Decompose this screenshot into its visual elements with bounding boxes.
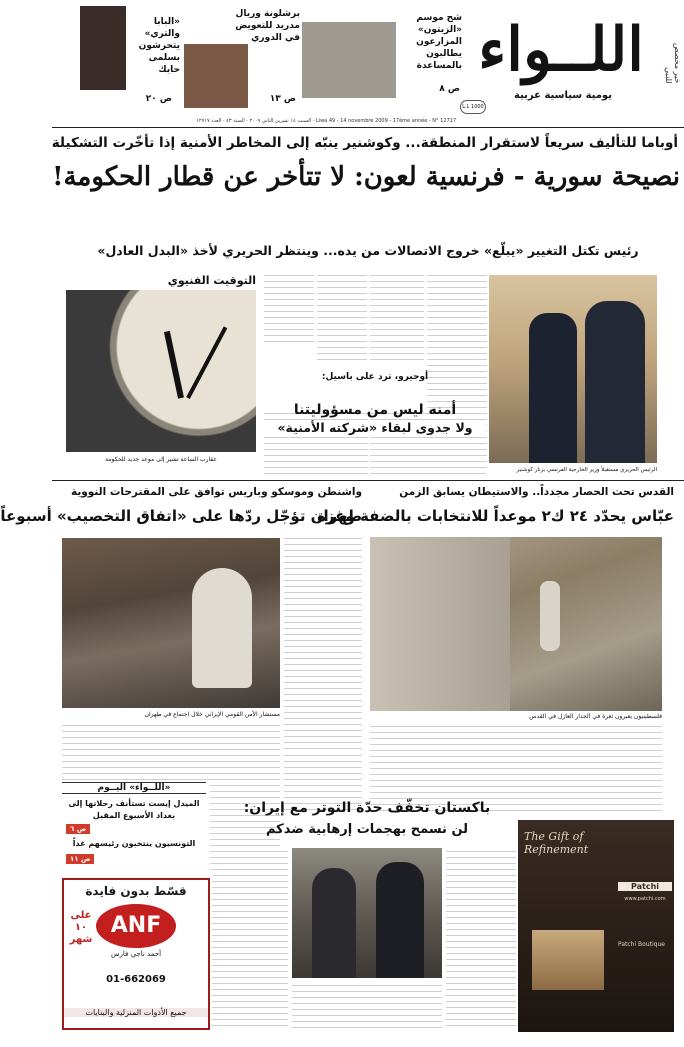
promo-football-title: برشلونة وريال مدريد للتعويض في الدوري — [235, 9, 300, 43]
promo-football-page: ص ١٣ — [269, 94, 296, 104]
today-box-title: «اللــواء» اليــوم — [62, 782, 206, 794]
kicker: أوباما للتأليف سريعاً لاستقرار المنطقة... وكوشنير ينبّه إلى المخاطر الأمنية إذا تأخّرت التشكيلة — [51, 135, 678, 151]
lead-story-column-c — [317, 272, 367, 364]
left-story-body-a — [284, 535, 362, 750]
right-story-headline: عبّاس يحدّد ٢٤ ك٢ موعداً للانتخابات بالضفة وغزة — [317, 507, 674, 525]
right-story-photo — [370, 537, 662, 711]
clock-title: التوقيت الفنيوي — [167, 274, 256, 287]
promo-celebrity[interactable] — [52, 4, 182, 114]
clock-photo — [66, 290, 256, 452]
left-story-photo — [62, 538, 280, 708]
patchi-ad-side: Patchi Boutique — [618, 941, 665, 948]
anf-ad-logo: ANF — [96, 904, 176, 948]
section-divider-1 — [52, 480, 684, 481]
today-item-2[interactable]: التونسيون ينتخبون رئيسهم غداً — [72, 839, 196, 848]
today-item-1-page: ص ٦ — [66, 824, 90, 834]
headline: نصيحة سورية - فرنسية لعون: لا تتأخر عن قطار الحكومة! — [52, 162, 680, 192]
left-story-body-b — [62, 722, 280, 780]
anf-ad-footer: جميع الأدوات المنزلية والبنايات — [64, 1008, 208, 1017]
man-figure-left — [529, 313, 577, 463]
lead-story-column-b — [370, 272, 424, 364]
quote-kicker: أوجيرو، ترد على باسيل: — [321, 372, 429, 382]
patchi-ad-title: The Gift of Refinement — [524, 830, 589, 856]
price-badge: 1000 L.L — [460, 100, 486, 114]
left-story-caption: مستشار الأمن القومي الإيراني خلال اجتماع في طهران — [144, 711, 280, 718]
bottom-story-body-a — [212, 848, 288, 1030]
bottom-story-headline: لن نسمح بهجمات إرهابية ضدكم — [265, 822, 469, 837]
left-story-kicker: واشنطن وموسكو وباريس توافق على المقترحات النووية — [70, 486, 362, 498]
patchi-gift-box — [532, 930, 604, 990]
official-figure-1 — [312, 868, 356, 978]
lead-story-column-d — [264, 272, 314, 342]
wall-shape — [370, 537, 510, 711]
issue-line: Liwa 49 - 14 novembre 2009 - 17ème année - N° 12717 · السبت ١٤ تشرين الثاني ٢٠٠٩ · السنة ٤٣ · العدد ١٢٧١٧ — [196, 118, 456, 124]
clock-hand-hour — [164, 331, 184, 399]
man-figure-right — [585, 301, 645, 463]
clock-sidebar — [62, 272, 260, 472]
person-figure — [540, 581, 560, 651]
bottom-story-kicker: باكستان تخفّف حدّة التوتر مع إيران: — [243, 800, 491, 816]
official-figure-2 — [376, 862, 424, 978]
masthead-tagline: يومية سياسية عربية — [514, 90, 612, 101]
bottom-story-body-c — [292, 982, 442, 1030]
anf-ad-top: قسّط بدون فايدة — [85, 884, 187, 898]
right-story-caption: فلسطينيون يعبرون ثغرة في الجدار العازل في القدس — [529, 713, 662, 720]
anf-ad-months: على ١٠ شهر — [69, 910, 93, 945]
bottom-story-photo — [292, 848, 442, 978]
patchi-ad[interactable] — [518, 820, 674, 1032]
quote-line-1: أمنه ليس من مسؤوليتنا — [293, 402, 457, 418]
anf-ad-phone: 01-662069 — [106, 974, 166, 985]
clock-caption: عقارب الساعة تشير إلى موعد جديد للحكومة — [105, 456, 217, 463]
main-photo-caption: الرئيس الحريري مستقبلاً وزير الخارجية الفرنسي برنار كوشنير — [516, 467, 657, 473]
today-item-2-page: ص ١١ — [66, 854, 94, 864]
masthead-motto: خير مخصص للنبي — [664, 43, 682, 84]
right-story-kicker: القدس تحت الحصار مجدداً.. والاستيطان يسابق الزمن — [399, 486, 674, 498]
today-box — [62, 782, 206, 870]
main-photo — [489, 275, 657, 463]
promo-olive-photo — [302, 22, 396, 98]
promo-celebrity-title: «البابا والتري» يتحرشون بسلمى حايك — [138, 17, 180, 75]
quote-line-2: ولا جدوى لبقاء «شركته الأمنية» — [264, 420, 486, 435]
left-story-headline: طهران تؤجّل ردّها على «اتفاق التخصيب» أسبوعاً — [0, 507, 362, 525]
patchi-ad-url: www.patchi.com — [624, 896, 666, 902]
clock-hand-minute — [186, 326, 227, 399]
promo-football[interactable] — [182, 4, 300, 114]
promo-olive-page: ص ٨ — [439, 84, 460, 94]
masthead-logo: اللــواء — [478, 15, 644, 85]
promo-olive[interactable] — [302, 4, 462, 99]
promo-olive-title: شح موسم «الزيتون» المزارعون يطالبون بالمساعدة — [416, 13, 462, 71]
subheadline: رئيس تكتل التغيير «يبلّع» خروج الاتصالات من يده... وينتظر الحريري لأخذ «البدل العادل» — [97, 243, 639, 258]
today-item-1[interactable]: الميدل إيست تستأنف رحلاتها إلى بغداد الأسبوع المقبل — [68, 799, 200, 820]
anf-ad[interactable] — [62, 878, 210, 1030]
patchi-ad-brand: Patchi — [618, 882, 672, 891]
masthead-divider — [52, 127, 684, 128]
promo-celebrity-photo — [80, 6, 126, 90]
masthead — [52, 0, 684, 127]
bottom-story-body-b — [446, 848, 516, 1030]
promo-celebrity-page: ص ٢٠ — [145, 94, 172, 104]
cleric-figure — [192, 568, 252, 688]
anf-ad-sub: أحمد ناجي فارس — [110, 950, 162, 958]
